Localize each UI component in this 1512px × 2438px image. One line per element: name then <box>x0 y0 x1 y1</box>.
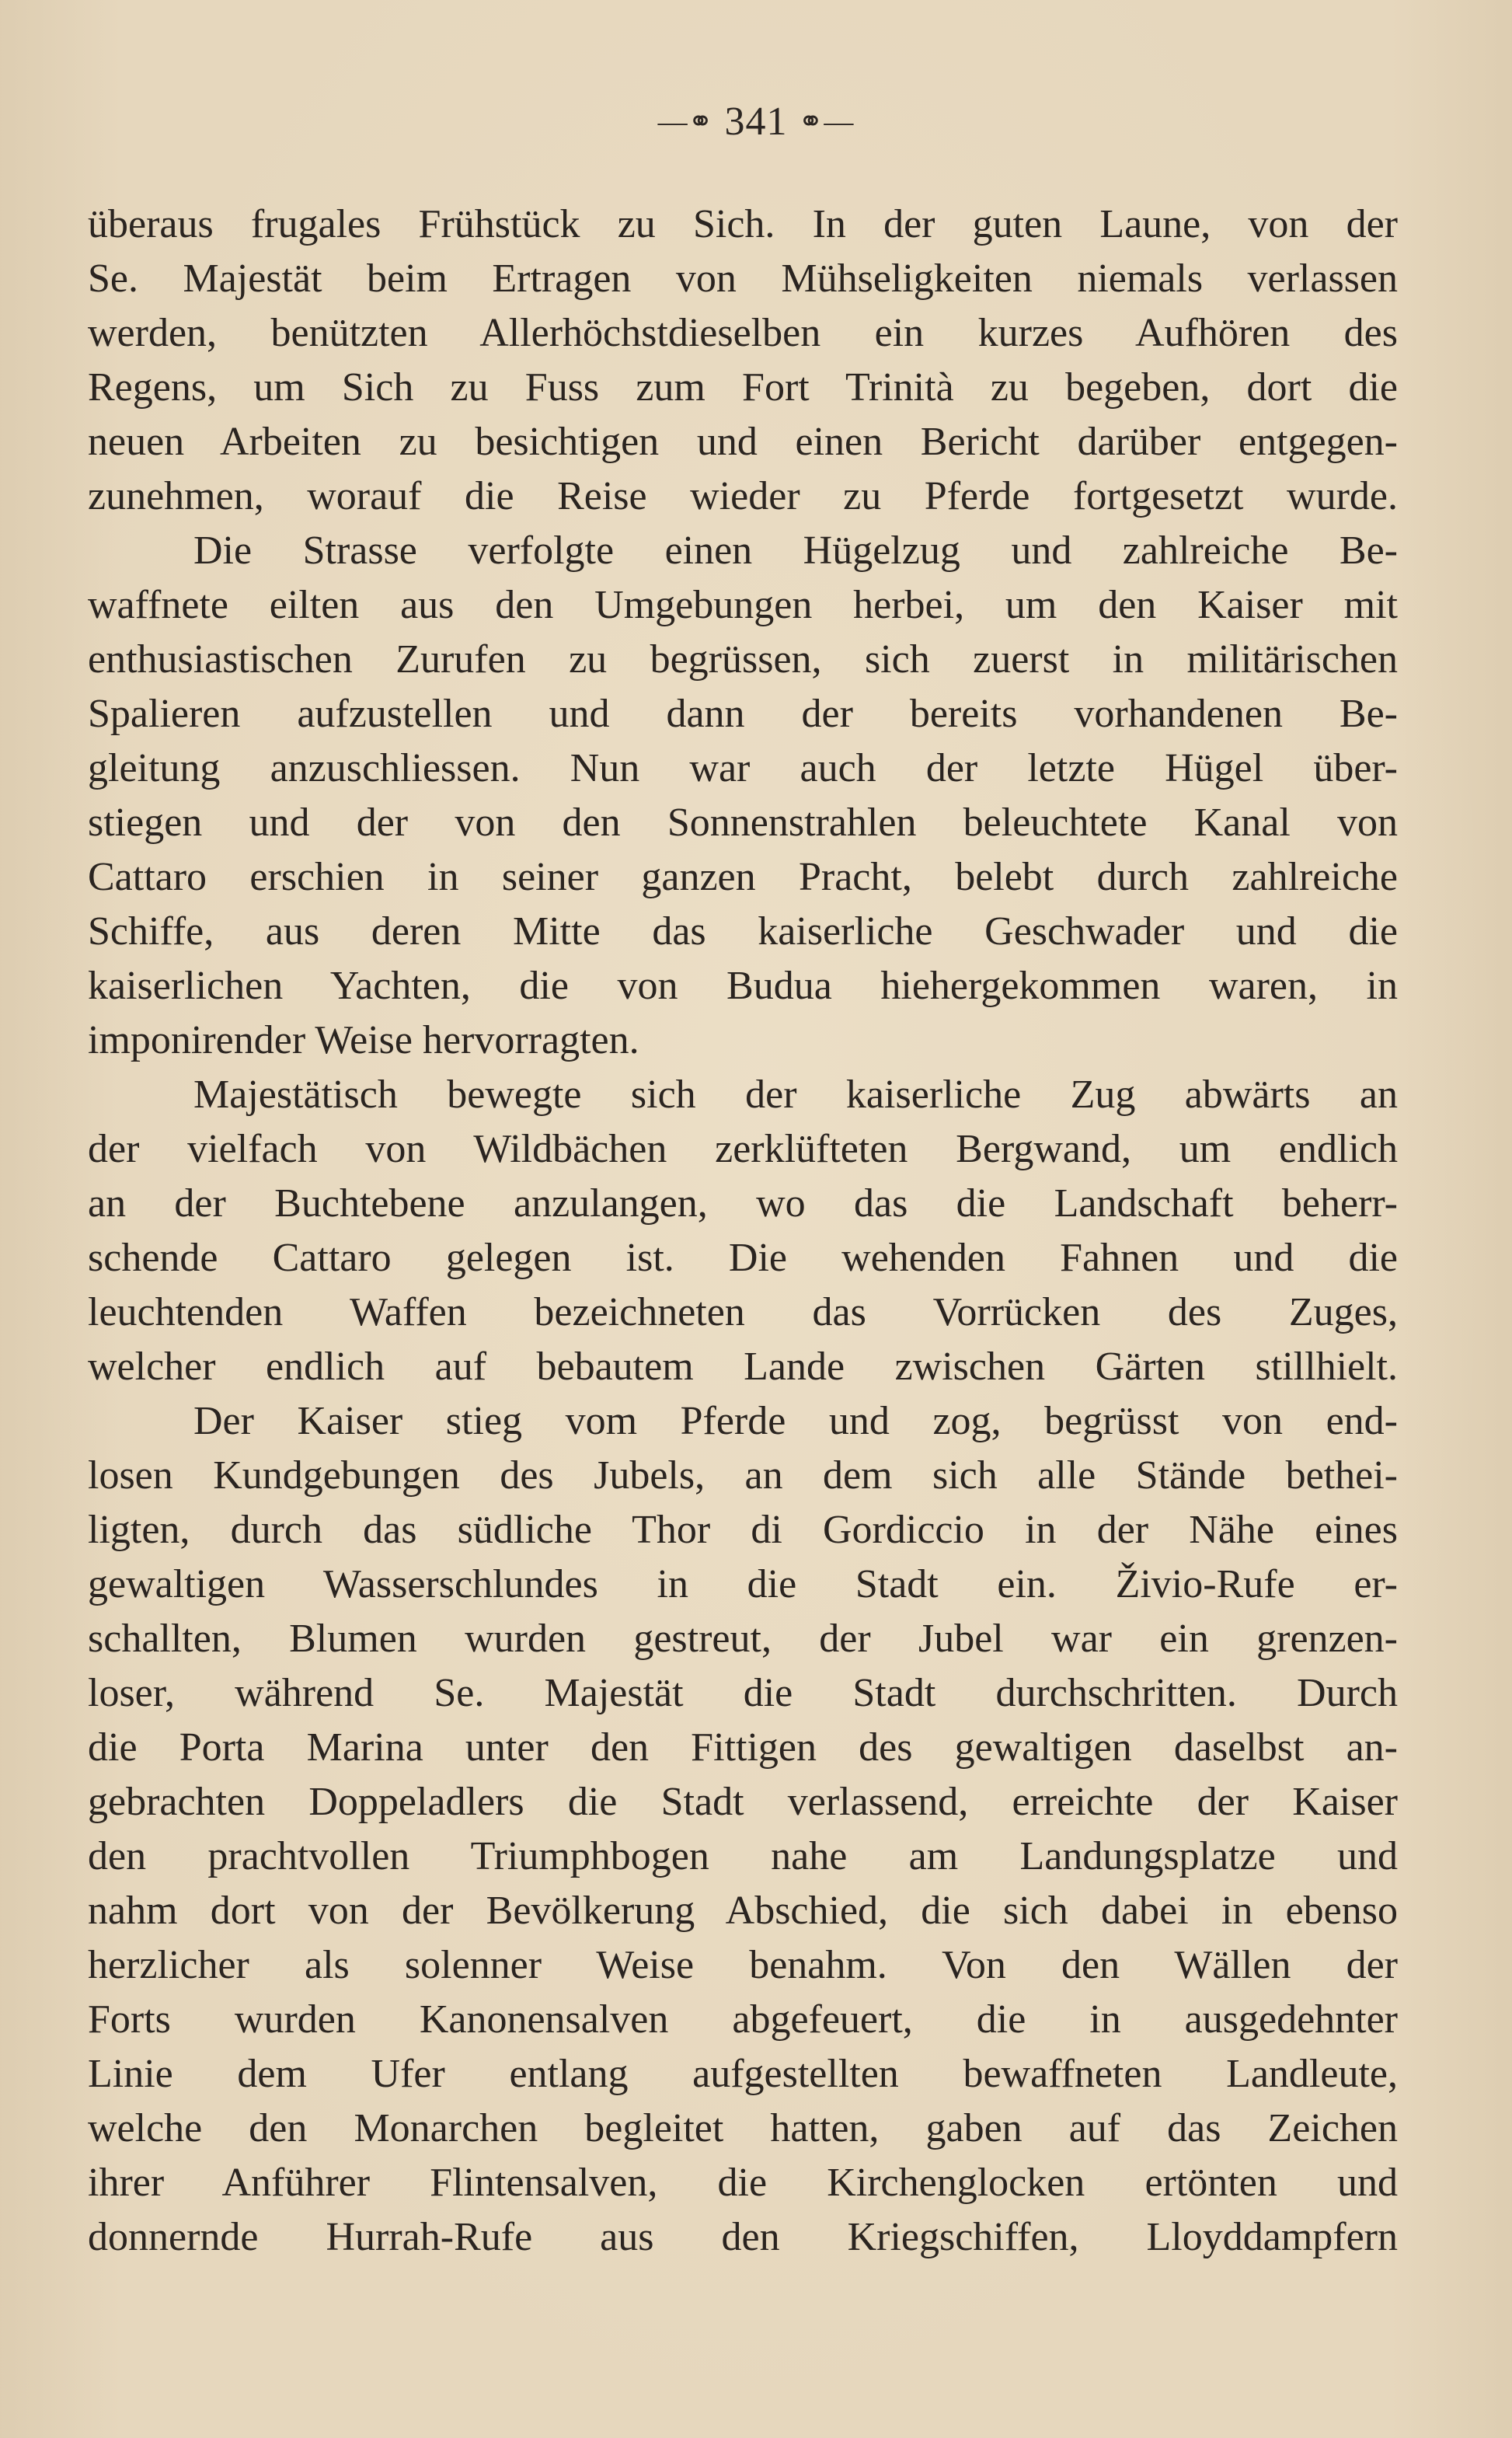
text-line: ligten, durch das südliche Thor di Gordiccio in der Nähe eines <box>88 1508 1398 1552</box>
text-line: waffnete eilten aus den Umgebungen herbei, um den Kaiser mit <box>88 583 1398 627</box>
text-line: Se. Majestät beim Ertragen von Mühseligkeiten niemals verlassen <box>88 256 1398 301</box>
text-line: Schiffe, aus deren Mitte das kaiserliche Geschwader und die <box>88 909 1398 954</box>
text-line: überaus frugales Frühstück zu Sich. In der guten Laune, von der <box>88 202 1398 246</box>
paragraph-start-line: Die Strasse verfolgte einen Hügelzug und zahlreiche Be- <box>193 528 1398 573</box>
page-number: 341 <box>724 99 788 144</box>
text-line: Cattaro erschien in seiner ganzen Pracht, belebt durch zahlreiche <box>88 855 1398 899</box>
text-line: ihrer Anführer Flintensalven, die Kirchenglocken ertönten und <box>88 2161 1398 2205</box>
text-line: die Porta Marina unter den Fittigen des gewaltigen daselbst an- <box>88 1725 1398 1770</box>
ornament-right-icon: ⚭— <box>798 106 855 139</box>
text-line: schende Cattaro gelegen ist. Die wehenden Fahnen und die <box>88 1236 1398 1280</box>
text-line: loser, während Se. Majestät die Stadt durchschritten. Durch <box>88 1671 1398 1715</box>
text-line: donnernde Hurrah-Rufe aus den Kriegschiffen, Lloyddampfern <box>88 2215 1398 2259</box>
text-line: stiegen und der von den Sonnenstrahlen beleuchtete Kanal von <box>88 800 1398 845</box>
paragraph-end-line: imponirender Weise hervorragten. <box>88 1018 639 1062</box>
text-line: werden, benützten Allerhöchstdieselben ein kurzes Aufhören des <box>88 311 1398 355</box>
text-line: den prachtvollen Triumphbogen nahe am Landungsplatze und <box>88 1834 1398 1878</box>
ornament-left-icon: —⚭ <box>657 106 714 139</box>
text-line: herzlicher als solenner Weise benahm. Von den Wällen der <box>88 1943 1398 1987</box>
text-line: Regens, um Sich zu Fuss zum Fort Trinità zu begeben, dort die <box>88 365 1398 410</box>
paragraph-start-line: Majestätisch bewegte sich der kaiserliche Zug abwärts an <box>193 1073 1398 1117</box>
text-line: enthusiastischen Zurufen zu begrüssen, sich zuerst in militärischen <box>88 637 1398 682</box>
text-line: Spalieren aufzustellen und dann der bereits vorhandenen Be- <box>88 692 1398 736</box>
text-line: losen Kundgebungen des Jubels, an dem sich alle Stände bethei- <box>88 1453 1398 1498</box>
text-line: Forts wurden Kanonensalven abgefeuert, die in ausgedehnter <box>88 1997 1398 2042</box>
text-line: schallten, Blumen wurden gestreut, der Jubel war ein grenzen- <box>88 1617 1398 1661</box>
text-line: gebrachten Doppeladlers die Stadt verlassend, erreichte der Kaiser <box>88 1780 1398 1824</box>
text-line: leuchtenden Waffen bezeichneten das Vorrücken des Zuges, <box>88 1290 1398 1334</box>
body-text <box>88 197 1398 2265</box>
text-line: gleitung anzuschliessen. Nun war auch der letzte Hügel über- <box>88 746 1398 790</box>
page-header <box>0 95 1512 152</box>
text-line: zunehmen, worauf die Reise wieder zu Pferde fortgesetzt wurde. <box>88 474 1398 518</box>
text-line: an der Buchtebene anzulangen, wo das die Landschaft beherr- <box>88 1181 1398 1226</box>
text-line: welche den Monarchen begleitet hatten, gaben auf das Zeichen <box>88 2106 1398 2150</box>
text-line: kaiserlichen Yachten, die von Budua hiehergekommen waren, in <box>88 964 1398 1008</box>
paragraph-start-line: Der Kaiser stieg vom Pferde und zog, begrüsst von end- <box>193 1399 1398 1443</box>
text-line: welcher endlich auf bebautem Lande zwischen Gärten stillhielt. <box>88 1345 1398 1389</box>
text-line: neuen Arbeiten zu besichtigen und einen Bericht darüber entgegen- <box>88 420 1398 464</box>
text-line: Linie dem Ufer entlang aufgestellten bewaffneten Landleute, <box>88 2052 1398 2096</box>
text-line: der vielfach von Wildbächen zerklüfteten Bergwand, um endlich <box>88 1127 1398 1171</box>
text-line: gewaltigen Wasserschlundes in die Stadt ein. Živio-Rufe er- <box>88 1562 1398 1606</box>
text-line: nahm dort von der Bevölkerung Abschied, die sich dabei in ebenso <box>88 1889 1398 1933</box>
